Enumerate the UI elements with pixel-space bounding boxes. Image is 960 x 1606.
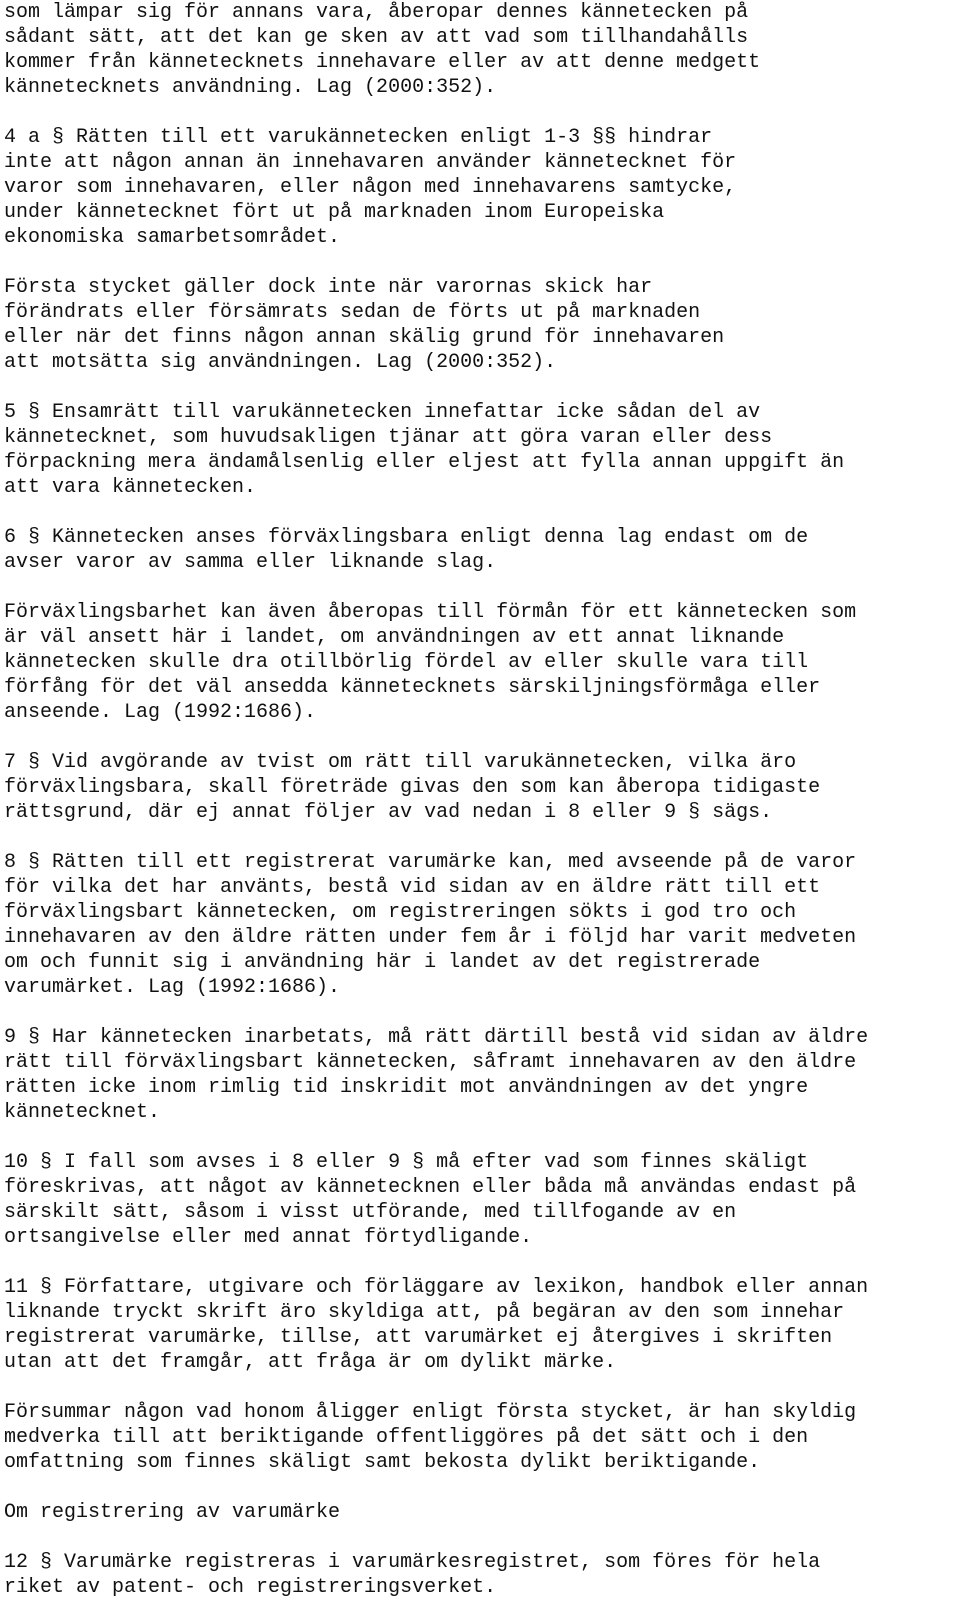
text-line: riket av patent- och registreringsverket.: [4, 1576, 497, 1599]
text-line: 10 § I fall som avses i 8 eller 9 § må efter vad som finnes skäligt: [4, 1151, 809, 1174]
text-line: är väl ansett här i landet, om användningen av ett annat liknande: [4, 626, 785, 649]
paragraph: [4, 1275, 960, 1375]
text-line: kännetecknets användning. Lag (2000:352).: [4, 76, 497, 99]
text-line: särskilt sätt, såsom i visst utförande, med tillfogande av en: [4, 1201, 737, 1224]
text-line: omfattning som finnes skäligt samt bekosta dylikt beriktigande.: [4, 1451, 761, 1474]
text-line: rätten icke inom rimlig tid inskridit mot användningen av det yngre: [4, 1076, 809, 1099]
text-line: kommer från kännetecknets innehavare eller av att denne medgett: [4, 51, 761, 74]
text-line: rätt till förväxlingsbart kännetecken, såframt innehavaren av den äldre: [4, 1051, 857, 1074]
text-line: ekonomiska samarbetsområdet.: [4, 226, 341, 249]
text-line: Första stycket gäller dock inte när varornas skick har: [4, 276, 653, 299]
text-line: 11 § Författare, utgivare och förläggare av lexikon, handbok eller annan: [4, 1276, 869, 1299]
text-line: rättsgrund, där ej annat följer av vad nedan i 8 eller 9 § sägs.: [4, 801, 773, 824]
text-line: förändrats eller försämrats sedan de förts ut på marknaden: [4, 301, 701, 324]
paragraph: [4, 600, 960, 725]
text-line: förväxlingsbart kännetecken, om registreringen sökts i god tro och: [4, 901, 797, 924]
paragraph: [4, 275, 960, 375]
text-line: inte att någon annan än innehavaren använder kännetecknet för: [4, 151, 737, 174]
paragraph: [4, 1025, 960, 1125]
text-line: medverka till att beriktigande offentliggöres på det sätt och i den: [4, 1426, 809, 1449]
text-line: föreskrivas, att något av kännetecknen eller båda må användas endast på: [4, 1176, 857, 1199]
paragraph: [4, 850, 960, 1000]
text-line: anseende. Lag (1992:1686).: [4, 701, 317, 724]
text-line: 12 § Varumärke registreras i varumärkesregistret, som föres för hela: [4, 1551, 821, 1574]
text-line: kännetecken skulle dra otillbörlig fördel av eller skulle vara till: [4, 651, 809, 674]
text-line: ortsangivelse eller med annat förtydligande.: [4, 1226, 533, 1249]
text-line: om och funnit sig i användning här i landet av det registrerade: [4, 951, 761, 974]
text-line: innehavaren av den äldre rätten under fem år i följd har varit medveten: [4, 926, 857, 949]
text-line: eller när det finns någon annan skälig grund för innehavaren: [4, 326, 725, 349]
text-line: 9 § Har kännetecken inarbetats, må rätt därtill bestå vid sidan av äldre: [4, 1026, 869, 1049]
text-line: under kännetecknet fört ut på marknaden inom Europeiska: [4, 201, 665, 224]
text-line: förpackning mera ändamålsenlig eller eljest att fylla annan uppgift än: [4, 451, 845, 474]
text-line: 7 § Vid avgörande av tvist om rätt till varukännetecken, vilka äro: [4, 751, 797, 774]
text-line: avser varor av samma eller liknande slag.: [4, 551, 497, 574]
text-line: att vara kännetecken.: [4, 476, 257, 499]
text-line: varumärket. Lag (1992:1686).: [4, 976, 341, 999]
text-line: att motsätta sig användningen. Lag (2000:352).: [4, 351, 557, 374]
text-line: som lämpar sig för annans vara, åberopar dennes kännetecken på: [4, 1, 749, 24]
paragraph: [4, 1500, 960, 1525]
paragraph: [4, 525, 960, 575]
text-line: kännetecknet.: [4, 1101, 161, 1124]
text-line: kännetecknet, som huvudsakligen tjänar att göra varan eller dess: [4, 426, 773, 449]
text-line: 4 a § Rätten till ett varukännetecken enligt 1-3 §§ hindrar: [4, 126, 713, 149]
paragraph: [4, 400, 960, 500]
paragraph: [4, 1400, 960, 1475]
paragraph: [4, 125, 960, 250]
text-line: varor som innehavaren, eller någon med innehavarens samtycke,: [4, 176, 737, 199]
paragraph: [4, 0, 960, 100]
text-line: Försummar någon vad honom åligger enligt första stycket, är han skyldig: [4, 1401, 857, 1424]
text-line: 6 § Kännetecken anses förväxlingsbara enligt denna lag endast om de: [4, 526, 809, 549]
text-line: förfång för det väl ansedda kännetecknets särskiljningsförmåga eller: [4, 676, 821, 699]
text-line: Om registrering av varumärke: [4, 1501, 341, 1524]
text-line: liknande tryckt skrift äro skyldiga att, på begäran av den som innehar: [4, 1301, 845, 1324]
paragraph: [4, 1150, 960, 1250]
document-body: [4, 0, 960, 1600]
text-line: utan att det framgår, att fråga är om dylikt märke.: [4, 1351, 617, 1374]
text-line: 5 § Ensamrätt till varukännetecken innefattar icke sådan del av: [4, 401, 761, 424]
text-line: sådant sätt, att det kan ge sken av att vad som tillhandahålls: [4, 26, 749, 49]
text-line: Förväxlingsbarhet kan även åberopas till förmån för ett kännetecken som: [4, 601, 857, 624]
text-line: förväxlingsbara, skall företräde givas den som kan åberopa tidigaste: [4, 776, 821, 799]
text-line: registrerat varumärke, tillse, att varumärket ej återgives i skriften: [4, 1326, 833, 1349]
paragraph: [4, 1550, 960, 1600]
text-line: 8 § Rätten till ett registrerat varumärke kan, med avseende på de varor: [4, 851, 857, 874]
paragraph: [4, 750, 960, 825]
text-line: för vilka det har använts, bestå vid sidan av en äldre rätt till ett: [4, 876, 821, 899]
